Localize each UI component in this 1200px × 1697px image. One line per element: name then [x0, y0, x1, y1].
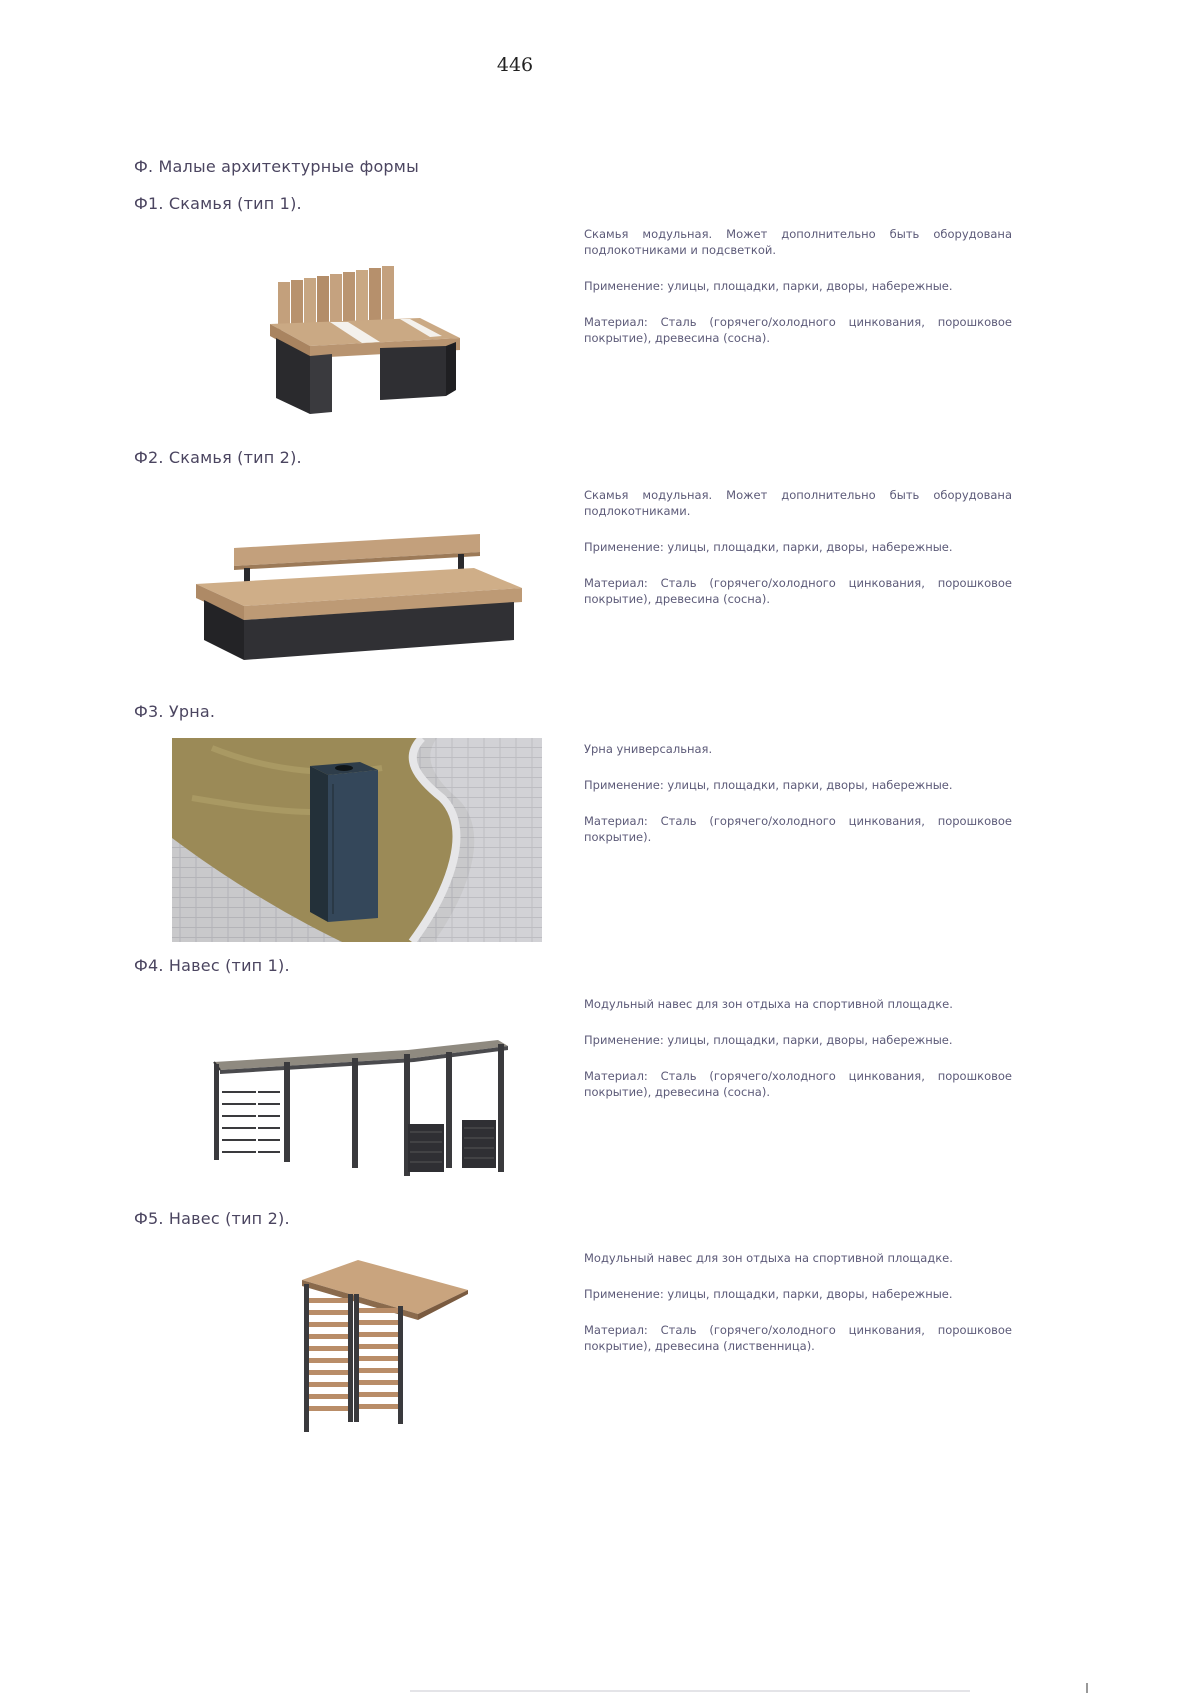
- canopy-type-2-icon: [298, 1254, 478, 1434]
- description-text: Урна универсальная.: [584, 742, 713, 756]
- material-text: Материал: Сталь (горячего/холодного цинкования, порошковое покрытие), древесина (сосна).: [584, 576, 1012, 606]
- material-text: Материал: Сталь (горячего/холодного цинкования, порошковое покрытие).: [584, 814, 1012, 844]
- trash-bin-photo: [172, 738, 542, 942]
- description-text: Модульный навес для зон отдыха на спортивной площадке.: [584, 997, 953, 1011]
- item-heading-f1: Ф1. Скамья (тип 1).: [134, 194, 302, 213]
- material-text: Материал: Сталь (горячего/холодного цинкования, порошковое покрытие), древесина (сосна).: [584, 1069, 1012, 1099]
- usage-text: Применение: улицы, площадки, парки, дворы, набережные.: [584, 778, 953, 792]
- footer-divider: [410, 1690, 970, 1692]
- canopy-2-slats: [309, 1298, 398, 1411]
- usage-text: Применение: улицы, площадки, парки, дворы, набережные.: [584, 279, 953, 293]
- item-heading-f2: Ф2. Скамья (тип 2).: [134, 448, 302, 467]
- trash-bin: [310, 762, 378, 922]
- usage-text: Применение: улицы, площадки, парки, дворы, набережные.: [584, 1287, 953, 1301]
- page-number: 446: [496, 54, 534, 76]
- description-text: Скамья модульная. Может дополнительно быть оборудована подлокотниками.: [584, 488, 1012, 518]
- bench-type-2-icon: [192, 524, 532, 660]
- material-text: Материал: Сталь (горячего/холодного цинкования, порошковое покрытие), древесина (сосна).: [584, 315, 1012, 345]
- section-title: Ф. Малые архитектурные формы: [134, 157, 419, 176]
- description-text: Модульный навес для зон отдыха на спортивной площадке.: [584, 1251, 953, 1265]
- material-text: Материал: Сталь (горячего/холодного цинкования, порошковое покрытие), древесина (лиственница).: [584, 1323, 1012, 1353]
- bench-type-1-icon: [270, 262, 470, 422]
- item-heading-f4: Ф4. Навес (тип 1).: [134, 956, 290, 975]
- usage-text: Применение: улицы, площадки, парки, дворы, набережные.: [584, 540, 953, 554]
- canopy-1-roof: [214, 1040, 508, 1074]
- item-heading-f5: Ф5. Навес (тип 2).: [134, 1209, 290, 1228]
- footer-mark: [1086, 1683, 1088, 1693]
- item-description-f5: [584, 1250, 1012, 1374]
- item-description-f3: [584, 741, 1012, 865]
- description-text: Скамья модульная. Может дополнительно быть оборудована подлокотниками и подсветкой.: [584, 227, 1012, 257]
- item-description-f1: [584, 226, 1012, 366]
- item-description-f2: [584, 487, 1012, 627]
- canopy-1-slatted-panels: [222, 1092, 280, 1152]
- usage-text: Применение: улицы, площадки, парки, дворы, набережные.: [584, 1033, 953, 1047]
- canopy-type-1-icon: [208, 1032, 518, 1176]
- item-description-f4: [584, 996, 1012, 1120]
- item-heading-f3: Ф3. Урна.: [134, 702, 216, 721]
